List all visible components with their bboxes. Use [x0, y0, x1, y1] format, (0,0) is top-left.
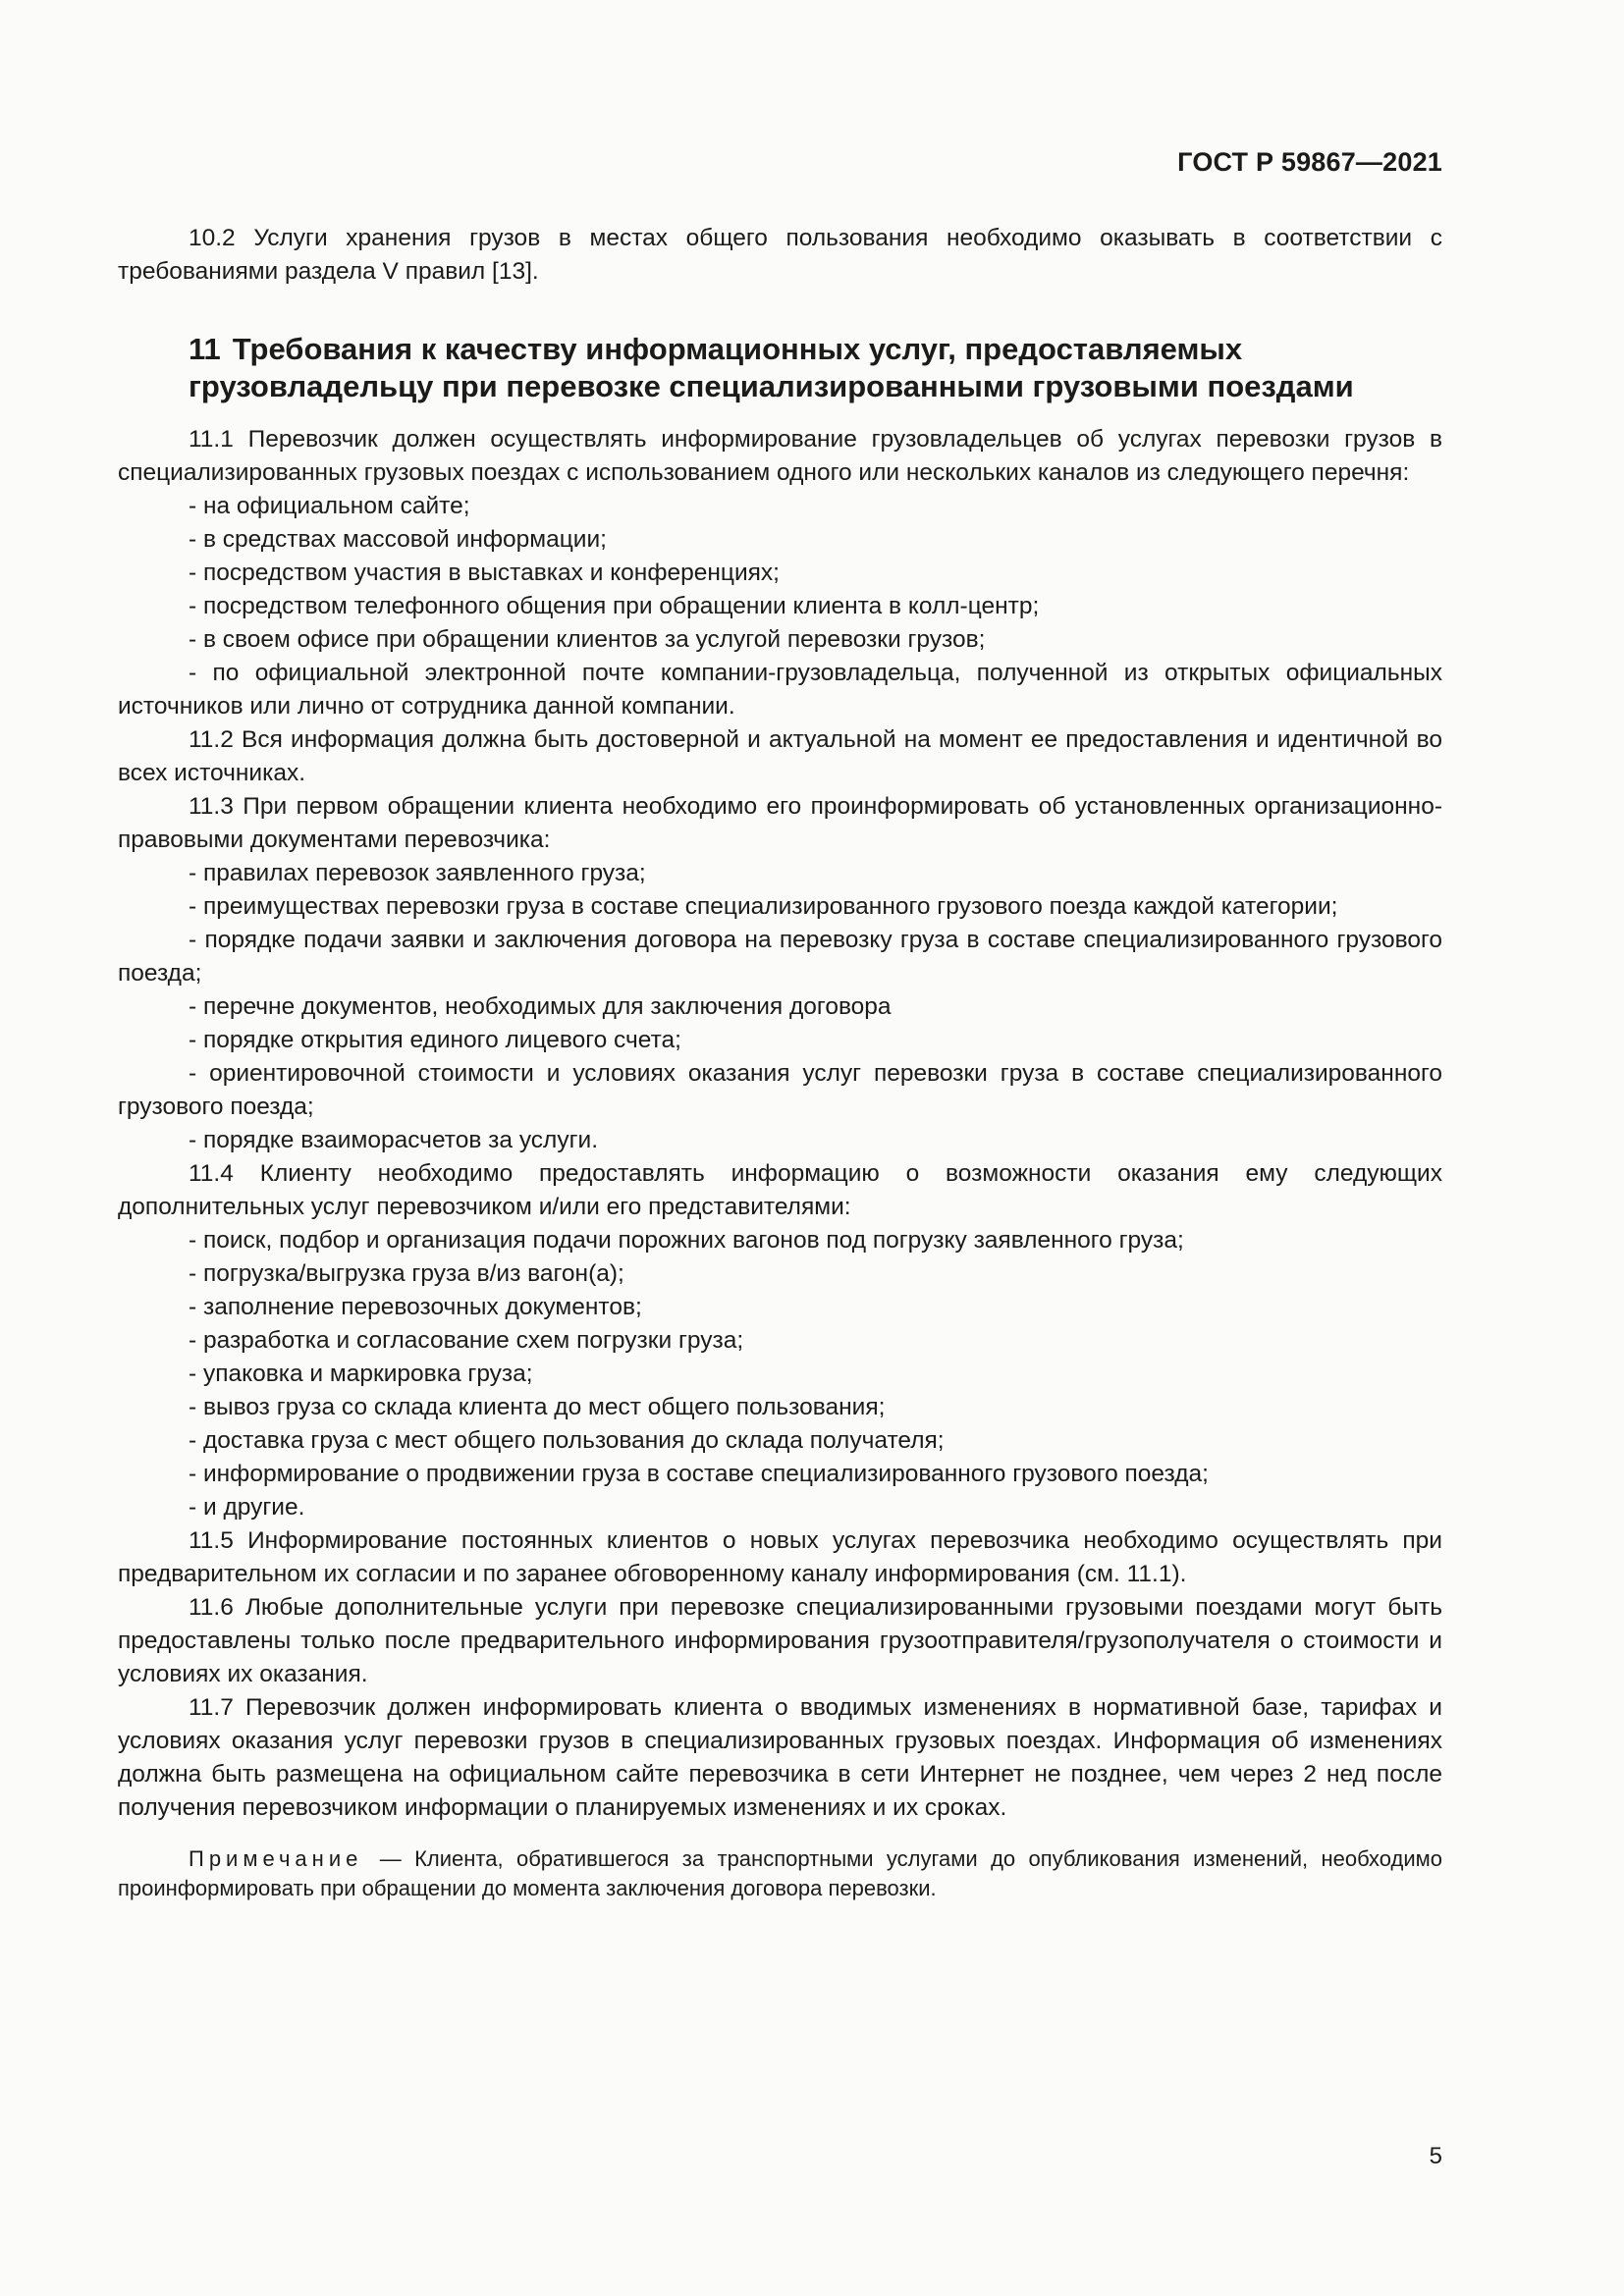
list-item: - в своем офисе при обращении клиентов за услугой перевозки грузов; [189, 626, 986, 653]
paragraph-11-7: 11.7 Перевозчик должен информировать клиента о вводимых изменениях в нормативной базе, тарифах и условиях оказания услуг перевозки грузов в специализированных грузовых поездах. Информация об изменениях должна быть размещена на официальном сайте перевозчика в сети Интернет не позднее, чем через 2 нед после получения перевозчиком информации о планируемых изменениях и их сроках. [118, 1694, 1442, 1821]
paragraph-10-2: 10.2 Услуги хранения грузов в местах общего пользования необходимо оказывать в соответствии с требованиями раздела V правил [13]. [118, 225, 1442, 285]
section-heading-11 [189, 331, 1442, 405]
list-item: - поиск, подбор и организация подачи порожних вагонов под погрузку заявленного груза; [189, 1227, 1184, 1254]
list-item: - правилах перевозок заявленного груза; [189, 860, 646, 886]
list-item: - перечне документов, необходимых для заключения договора [189, 993, 892, 1020]
list-item: - ориентировочной стоимости и условиях оказания услуг перевозки груза в составе специализированного грузового поезда; [118, 1060, 1442, 1120]
list-item: - преимуществах перевозки груза в составе специализированного грузового поезда каждой категории; [189, 893, 1338, 920]
paragraph-11-5: 11.5 Информирование постоянных клиентов о новых услугах перевозчика необходимо осуществлять при предварительном их согласии и по заранее обговоренному каналу информирования (см. 11.1). [118, 1527, 1442, 1587]
list-item: - на официальном сайте; [189, 493, 470, 519]
list-item: - порядке открытия единого лицевого счета; [189, 1027, 681, 1053]
paragraph-11-6: 11.6 Любые дополнительные услуги при перевозке специализированными грузовыми поездами могут быть предоставлены только после предварительного информирования грузоотправителя/грузополучателя о стоимости и условиях их оказания. [118, 1594, 1442, 1687]
list-item: - доставка груза с мест общего пользования до склада получателя; [189, 1427, 945, 1454]
list-item: - разработка и согласование схем погрузки груза; [189, 1327, 744, 1354]
list-item: - порядке подачи заявки и заключения договора на перевозку груза в составе специализированного грузового поезда; [118, 927, 1442, 987]
list-item: - погрузка/выгрузка груза в/из вагон(а); [189, 1260, 624, 1287]
paragraph-11-2: 11.2 Вся информация должна быть достоверной и актуальной на момент ее предоставления и идентичной во всех источниках. [118, 726, 1442, 786]
list-item: - порядке взаиморасчетов за услуги. [189, 1127, 599, 1153]
paragraph-11-3: 11.3 При первом обращении клиента необходимо его проинформировать об установленных организационно-правовыми документами перевозчика: [118, 793, 1442, 853]
paragraph-11-1: 11.1 Перевозчик должен осуществлять информирование грузовладельцев об услугах перевозки грузов в специализированных грузовых поездах с использованием одного или нескольких каналов из следующего перечня: [118, 426, 1442, 486]
section-title: Требования к качеству информационных услуг, предоставляемых грузовладельцу при перевозке специализированными грузовыми поездами [189, 332, 1354, 403]
list-item: - в средствах массовой информации; [189, 526, 607, 553]
note-label: Примечание [189, 1846, 363, 1871]
page-number: 5 [1429, 2143, 1442, 2169]
document-id: ГОСТ Р 59867—2021 [1177, 147, 1442, 177]
list-item: - вывоз груза со склада клиента до мест общего пользования; [189, 1394, 886, 1420]
list-item: - информирование о продвижении груза в составе специализированного грузового поезда; [189, 1461, 1209, 1487]
list-item: - и другие. [189, 1494, 305, 1521]
list-item: - по официальной электронной почте компании-грузовладельца, полученной из открытых официальных источников или лично от сотрудника данной компании. [118, 660, 1442, 720]
list-item: - посредством телефонного общения при обращении клиента в колл-центр; [189, 593, 1040, 619]
page-body [118, 222, 1442, 1903]
paragraph-11-4: 11.4 Клиенту необходимо предоставлять информацию о возможности оказания ему следующих дополнительных услуг перевозчиком и/или его представителями: [118, 1160, 1442, 1220]
list-item: - посредством участия в выставках и конференциях; [189, 560, 780, 586]
section-number: 11 [189, 332, 221, 366]
list-item: - заполнение перевозочных документов; [189, 1294, 642, 1320]
list-item: - упаковка и маркировка груза; [189, 1361, 533, 1387]
note [118, 1844, 1442, 1903]
note-text: — Клиента, обратившегося за транспортными услугами до опубликования изменений, необходимо проинформировать при обращении до момента заключения договора перевозки. [118, 1846, 1442, 1900]
